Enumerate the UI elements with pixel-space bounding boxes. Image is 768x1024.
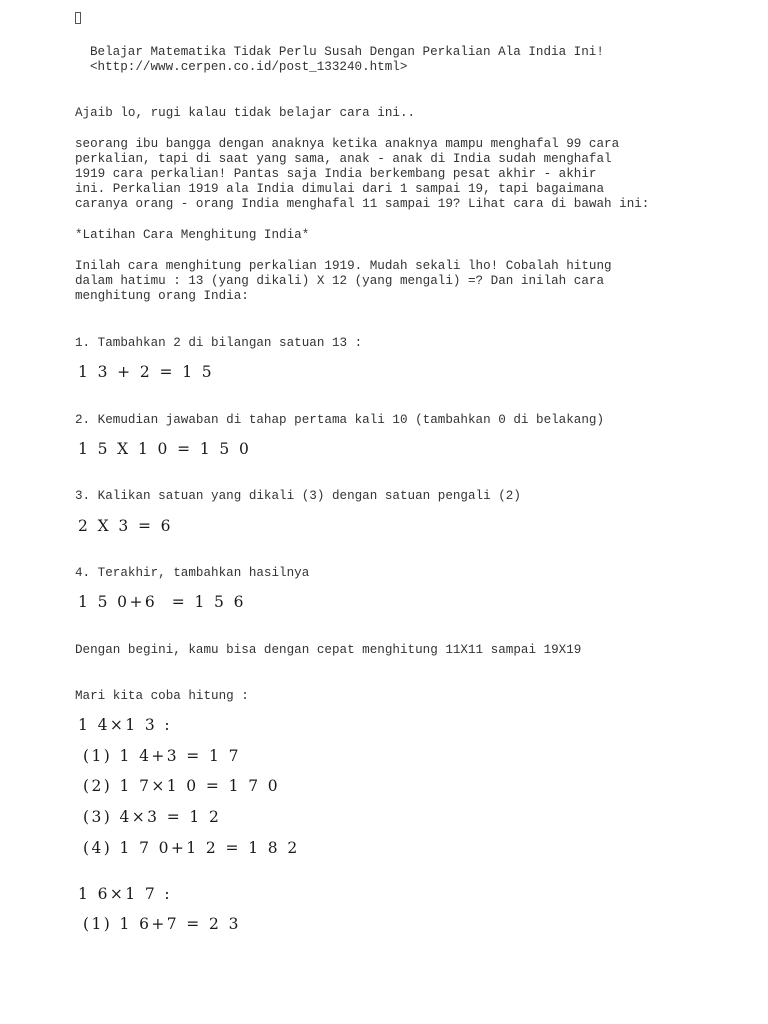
example-problem: 1 4×1 3 : [78, 716, 173, 734]
paragraph-line: caranya orang - orang India menghafal 11 sampai 19? Lihat cara di bawah ini: [75, 197, 650, 211]
example-step: (1) 1 4+3 = 1 7 [83, 747, 241, 765]
paragraph-line: ini. Perkalian 1919 ala India dimulai dari 1 sampai 19, tapi bagaimana [75, 182, 605, 196]
conclusion-text: Dengan begini, kamu bisa dengan cepat menghitung 11X11 sampai 19X19 [75, 643, 582, 657]
step-text: 2. Kemudian jawaban di tahap pertama kali 10 (tambahkan 0 di belakang) [75, 413, 605, 427]
paragraph-line: dalam hatimu : 13 (yang dikali) X 12 (yang mengali) =? Dan inilah cara [75, 274, 605, 288]
paragraph-line: Inilah cara menghitung perkalian 1919. Mudah sekali lho! Cobalah hitung [75, 259, 612, 273]
step-formula: 2 X 3 = 6 [78, 517, 173, 535]
step-text: 4. Terakhir, tambahkan hasilnya [75, 566, 310, 580]
article-url: <http://www.cerpen.co.id/post_133240.html> [90, 60, 408, 74]
paragraph-line: perkalian, tapi di saat yang sama, anak - anak di India sudah menghafal [75, 152, 612, 166]
paragraph-line: 1919 cara perkalian! Pantas saja India berkembang pesat akhir - akhir [75, 167, 597, 181]
paragraph-line: seorang ibu bangga dengan anaknya ketika anaknya mampu menghafal 99 cara [75, 137, 620, 151]
example-problem: 1 6×1 7 : [78, 885, 173, 903]
step-text: 1. Tambahkan 2 di bilangan satuan 13 : [75, 336, 363, 350]
example-step: (3) 4×3 = 1 2 [83, 808, 222, 826]
article-title: Belajar Matematika Tidak Perlu Susah Dengan Perkalian Ala India Ini! [90, 45, 604, 59]
step-formula: 1 5 X 1 0 = 1 5 0 [78, 440, 252, 458]
example-step: (2) 1 7×1 0 = 1 7 0 [83, 777, 281, 795]
example-step: (4) 1 7 0+1 2 = 1 8 2 [83, 839, 300, 857]
example-step: (1) 1 6+7 = 2 3 [83, 915, 241, 933]
step-formula: 1 3 + 2 = 1 5 [78, 363, 215, 381]
try-heading: Mari kita coba hitung : [75, 689, 249, 703]
intro-text: Ajaib lo, rugi kalau tidak belajar cara ini.. [75, 106, 416, 120]
step-text: 3. Kalikan satuan yang dikali (3) dengan satuan pengali (2) [75, 489, 521, 503]
section-heading: *Latihan Cara Menghitung India* [75, 228, 310, 242]
missing-glyph-icon [75, 12, 81, 24]
step-formula: 1 5 0+6 = 1 5 6 [78, 593, 246, 611]
paragraph-line: menghitung orang India: [75, 289, 249, 303]
